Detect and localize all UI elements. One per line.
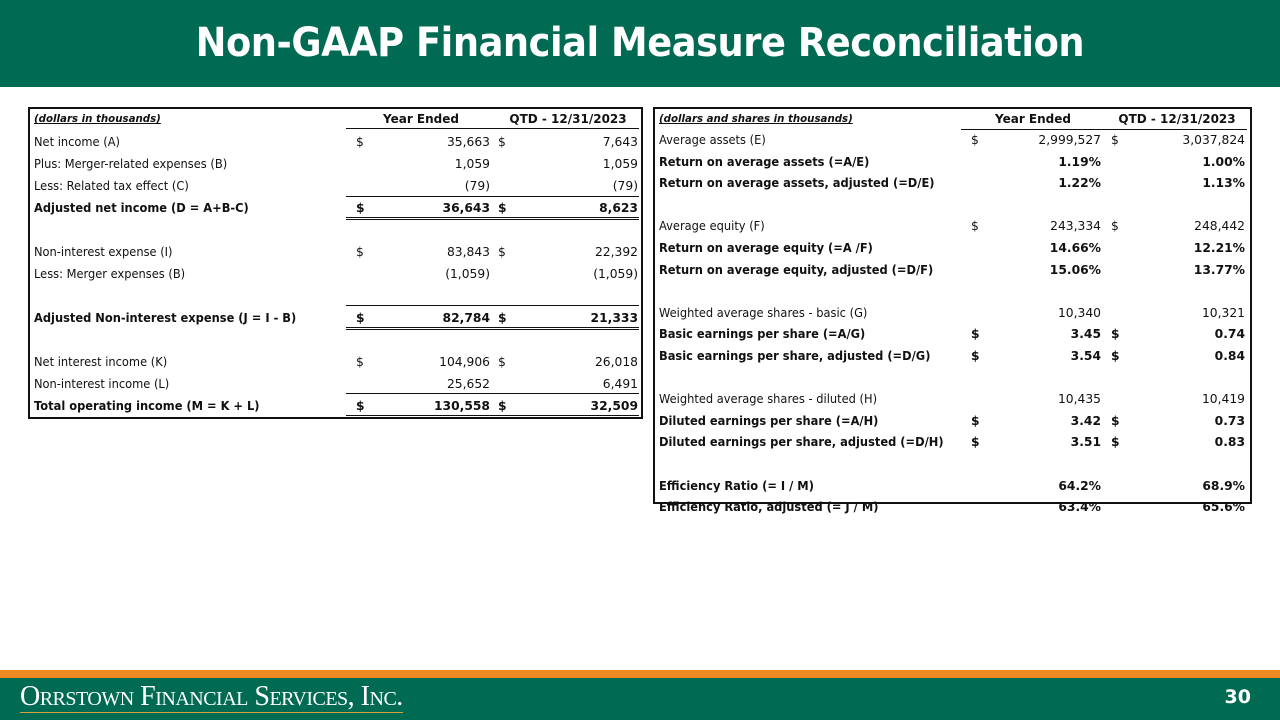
column-header-qtd: QTD - 12/31/2023 [1118, 112, 1236, 126]
qtd-value: 13.77% [1193, 262, 1245, 277]
qtd-value: 65.6% [1202, 500, 1245, 515]
row-label: Diluted earnings per share (=A/H) [659, 413, 879, 428]
table-row [655, 368, 1250, 390]
qtd-value: 10,419 [1201, 392, 1245, 407]
year-ended-value: 82,784 [442, 311, 490, 325]
table-row [655, 324, 1250, 346]
qtd-value: 26,018 [594, 355, 638, 369]
company-logo-wordmark: Orrstown Financial Services, Inc. [20, 681, 403, 712]
row-label: Efficiency Ratio, adjusted (= J / M) [659, 500, 879, 515]
qtd-value: 32,509 [590, 399, 638, 413]
qtd-value: 0.84 [1214, 349, 1245, 363]
table-row [30, 241, 641, 263]
year-ended-value: 25,652 [446, 377, 490, 391]
total-rule [346, 393, 639, 394]
page-number: 30 [1224, 686, 1251, 708]
currency-symbol: $ [356, 201, 365, 215]
table-row [655, 281, 1250, 303]
table-row [655, 432, 1250, 454]
table-row [30, 307, 641, 329]
title-bar [0, 0, 1280, 87]
table-row [30, 351, 641, 373]
year-ended-value: 2,999,527 [1038, 133, 1101, 147]
table-row [30, 329, 641, 351]
qtd-value: 3,037,824 [1182, 133, 1245, 147]
row-label: Return on average equity (=A /F) [659, 241, 873, 255]
year-ended-value: 243,334 [1050, 219, 1101, 234]
row-label: Adjusted Non-interest expense (J = I - B) [34, 311, 297, 325]
year-ended-value: 83,843 [446, 245, 490, 259]
qtd-value: 248,442 [1194, 219, 1245, 234]
row-label: Diluted earnings per share, adjusted (=D/H) [659, 435, 944, 450]
year-ended-value: 35,663 [446, 135, 490, 149]
qtd-value: 21,333 [590, 311, 638, 325]
currency-symbol: $ [498, 311, 507, 325]
qtd-value: 68.9% [1202, 478, 1245, 493]
qtd-value: 8,623 [599, 201, 638, 215]
qtd-value: 1.00% [1202, 154, 1245, 169]
table-row [30, 285, 641, 307]
year-ended-value: 3.54 [1070, 349, 1101, 363]
currency-symbol: $ [1111, 435, 1120, 450]
table-row [655, 130, 1250, 152]
currency-symbol: $ [498, 201, 507, 215]
year-ended-value: 63.4% [1058, 500, 1101, 515]
table-row [30, 175, 641, 197]
footer-accent-stripe [0, 670, 1280, 678]
currency-symbol: $ [1111, 413, 1120, 428]
page-title: Non-GAAP Financial Measure Reconciliation [195, 19, 1085, 66]
qtd-value: 0.73 [1214, 413, 1245, 428]
table-row [655, 476, 1250, 498]
year-ended-value: 10,340 [1057, 305, 1101, 320]
currency-symbol: $ [356, 311, 365, 325]
qtd-value: 10,321 [1201, 305, 1245, 320]
unit-label: (dollars and shares in thousands) [659, 112, 853, 125]
currency-symbol: $ [356, 399, 365, 413]
column-header-year-ended: Year Ended [383, 112, 459, 126]
year-ended-value: 104,906 [439, 355, 490, 369]
row-label: Return on average assets (=A/E) [659, 154, 870, 169]
table-row [30, 197, 641, 219]
year-ended-value: 36,643 [442, 201, 490, 215]
table-row [30, 373, 641, 395]
currency-symbol: $ [1111, 133, 1119, 147]
table-row [655, 411, 1250, 433]
table-row [655, 454, 1250, 476]
currency-symbol: $ [971, 435, 980, 450]
column-header-qtd: QTD - 12/31/2023 [509, 112, 627, 126]
qtd-value: (79) [612, 179, 638, 193]
qtd-value: 1,059 [602, 157, 638, 171]
table-row [655, 238, 1250, 260]
double-underline [346, 217, 639, 220]
table-row [655, 303, 1250, 325]
qtd-value: 12.21% [1193, 241, 1245, 255]
row-label: Weighted average shares - basic (G) [659, 305, 868, 320]
year-ended-value: 1.22% [1058, 176, 1101, 191]
row-label: Plus: Merger-related expenses (B) [34, 157, 228, 171]
table-row [655, 216, 1250, 238]
total-rule [346, 196, 639, 197]
table-row [655, 346, 1250, 368]
currency-symbol: $ [498, 399, 507, 413]
table-row [655, 173, 1250, 195]
row-label: Average assets (E) [659, 133, 766, 147]
year-ended-value: 3.51 [1070, 435, 1101, 450]
year-ended-value: (1,059) [445, 267, 490, 281]
year-ended-value: 64.2% [1058, 478, 1101, 493]
currency-symbol: $ [971, 327, 980, 342]
year-ended-value: (79) [464, 179, 490, 193]
currency-symbol: $ [356, 355, 364, 369]
table-header-row [30, 109, 641, 129]
currency-symbol: $ [1111, 327, 1120, 342]
row-label: Return on average equity, adjusted (=D/F) [659, 262, 934, 277]
qtd-value: 1.13% [1202, 176, 1245, 191]
currency-symbol: $ [1111, 219, 1119, 234]
row-label: Weighted average shares - diluted (H) [659, 392, 878, 407]
table-row [655, 195, 1250, 217]
currency-symbol: $ [971, 219, 979, 234]
row-label: Adjusted net income (D = A+B-C) [34, 201, 249, 215]
table-row [30, 153, 641, 175]
row-label: Return on average assets, adjusted (=D/E) [659, 176, 935, 191]
currency-symbol: $ [1111, 349, 1120, 363]
table-row [30, 263, 641, 285]
currency-symbol: $ [971, 413, 980, 428]
year-ended-value: 10,435 [1057, 392, 1101, 407]
currency-symbol: $ [971, 349, 980, 363]
currency-symbol: $ [356, 135, 364, 149]
row-label: Less: Related tax effect (C) [34, 179, 189, 193]
total-rule [346, 305, 639, 306]
table-row [655, 260, 1250, 282]
year-ended-value: 3.45 [1070, 327, 1101, 342]
table-row [655, 389, 1250, 411]
header-underline [346, 128, 639, 129]
footer-bar [0, 678, 1280, 720]
row-label: Less: Merger expenses (B) [34, 267, 186, 281]
qtd-value: 6,491 [602, 377, 638, 391]
net-income-reconciliation-table [28, 107, 643, 419]
row-label: Efficiency Ratio (= I / M) [659, 478, 814, 493]
year-ended-value: 130,558 [433, 399, 490, 413]
year-ended-value: 3.42 [1070, 413, 1101, 428]
row-label: Net income (A) [34, 135, 120, 149]
qtd-value: 0.83 [1214, 435, 1245, 450]
row-label: Total operating income (M = K + L) [34, 399, 260, 413]
column-header-year-ended: Year Ended [995, 112, 1071, 126]
qtd-value: 0.74 [1214, 327, 1245, 342]
qtd-value: (1,059) [593, 267, 638, 281]
year-ended-value: 1,059 [454, 157, 490, 171]
total-rule [346, 415, 639, 416]
row-label: Basic earnings per share (=A/G) [659, 327, 866, 342]
year-ended-value: 1.19% [1058, 154, 1101, 169]
currency-symbol: $ [356, 245, 364, 259]
row-label: Non-interest income (L) [34, 377, 170, 391]
unit-label: (dollars in thousands) [34, 112, 161, 125]
currency-symbol: $ [498, 135, 506, 149]
year-ended-value: 14.66% [1049, 241, 1101, 255]
table-row [30, 395, 641, 417]
row-label: Net interest income (K) [34, 355, 168, 369]
table-row [30, 219, 641, 241]
row-label: Non-interest expense (I) [34, 245, 173, 259]
table-row [30, 131, 641, 153]
year-ended-value: 15.06% [1049, 262, 1101, 277]
table-row [655, 152, 1250, 174]
qtd-value: 22,392 [594, 245, 638, 259]
currency-symbol: $ [971, 133, 979, 147]
performance-ratios-table [653, 107, 1252, 515]
row-label: Basic earnings per share, adjusted (=D/G) [659, 349, 931, 363]
table-header-row [655, 109, 1250, 129]
table-row [655, 497, 1250, 519]
double-underline [346, 327, 639, 330]
row-label: Average equity (F) [659, 219, 765, 234]
currency-symbol: $ [498, 355, 506, 369]
qtd-value: 7,643 [602, 135, 638, 149]
currency-symbol: $ [498, 245, 506, 259]
